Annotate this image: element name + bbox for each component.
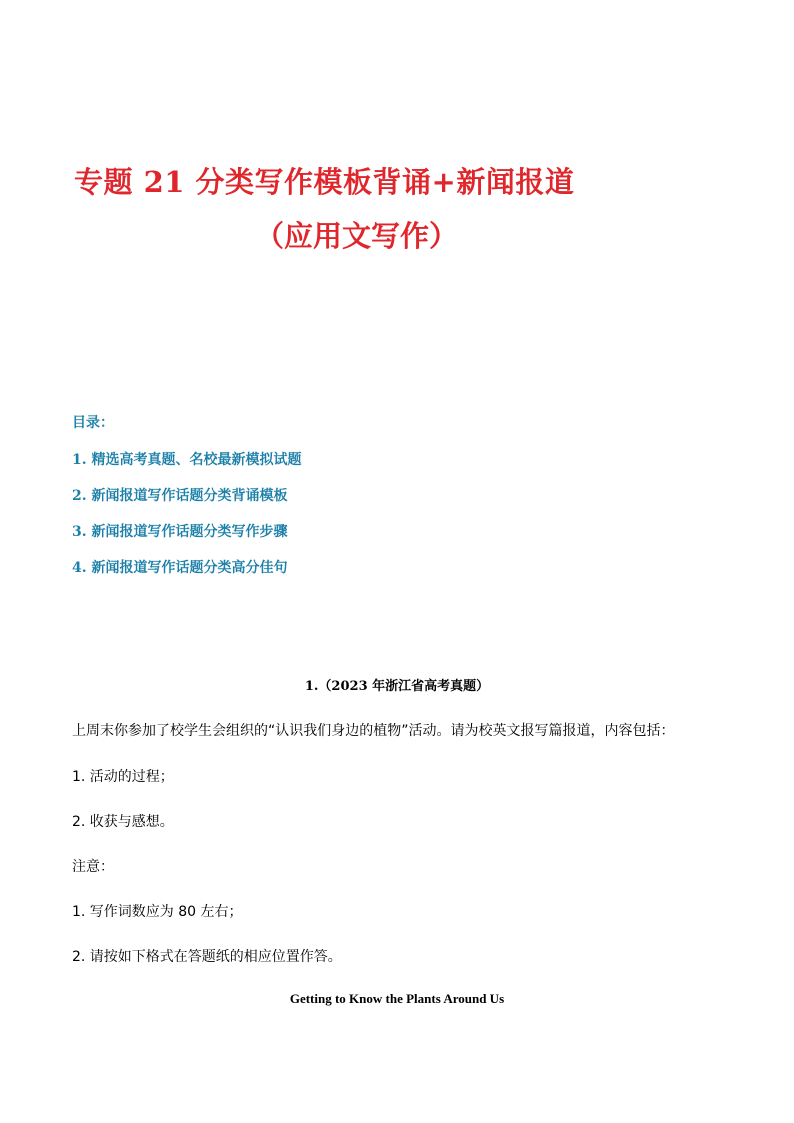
toc-heading: 目录： bbox=[72, 415, 114, 431]
toc-item-3: 3. 新闻报道写作话题分类写作步骤 bbox=[72, 524, 288, 540]
document-subtitle: （应用文写作） bbox=[255, 219, 459, 253]
toc-item-1: 1. 精选高考真题、名校最新模拟试题 bbox=[72, 452, 302, 468]
question-point-1: 1. 活动的过程； bbox=[72, 769, 174, 785]
document-title: 专题 21 分类写作模板背诵+新闻报道 bbox=[74, 165, 575, 199]
essay-title: Getting to Know the Plants Around Us bbox=[289, 991, 505, 1006]
note-1: 1. 写作词数应为 80 左右； bbox=[72, 904, 243, 920]
question-header: 1.（2023 年浙江省高考真题） bbox=[304, 679, 490, 694]
toc-item-2: 2. 新闻报道写作话题分类背诵模板 bbox=[72, 488, 288, 504]
note-label: 注意： bbox=[72, 859, 114, 875]
question-prompt: 上周末你参加了校学生会组织的“认识我们身边的植物”活动。请为校英文报写篇报道，内容包括： bbox=[72, 723, 675, 739]
question-point-2: 2. 收获与感想。 bbox=[72, 814, 174, 830]
toc-item-4: 4. 新闻报道写作话题分类高分佳句 bbox=[72, 560, 288, 576]
note-2: 2. 请按如下格式在答题纸的相应位置作答。 bbox=[72, 949, 342, 965]
